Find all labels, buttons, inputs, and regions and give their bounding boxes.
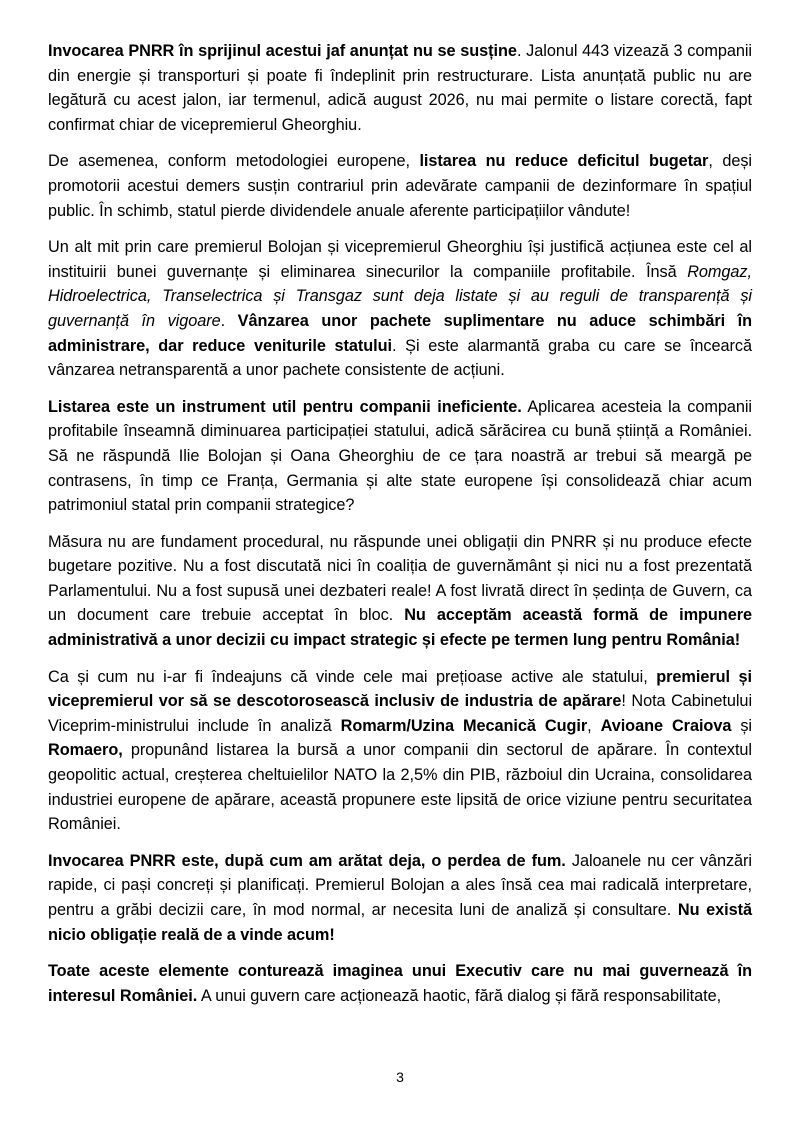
text-run: Invocarea PNRR este, după cum am arătat deja, o perdea de fum. bbox=[48, 851, 566, 870]
text-run: Un alt mit prin care premierul Bolojan și vicepremierul Gheorghiu își justifică acțiunea este cel al instituirii bunei guvernanțe și eliminarea sinecurilor la companiile profitabile. Însă bbox=[48, 238, 752, 281]
text-run: Romaero, bbox=[48, 741, 123, 760]
text-run: Ca și cum nu i-ar fi îndeajuns că vinde cele mai prețioase active ale statului, bbox=[48, 667, 657, 686]
text-run: Romgaz, Hidroelectrica, Transelectrica și Transgaz sunt deja listate și au reguli de transparență și guvernanță în vigoare bbox=[48, 262, 752, 330]
text-run: Aplicarea acesteia la companii profitabile înseamnă diminuarea participației statului, adică sărăcirea cu bună știință a României. Să ne răspundă Ilie Bolojan și Oana Gheorghiu de ce țara noastră ar trebui să meargă pe contrasens, în timp ce Franța, Germania și alte state europene își consolidează chiar acum patrimoniul statal prin companii strategice? bbox=[48, 397, 752, 515]
text-run: Jaloanele nu cer vânzări rapide, ci pași concreți și planificați. Premierul Bolojan a ales însă cea mai radicală interpretare, pentru a grăbi decizii care, în mod normal, ar necesita luni de analiză și consultare. bbox=[48, 851, 752, 919]
text-run: propunând listarea la bursă a unor companii din sectorul de apărare. În contextul geopolitic actual, creșterea cheltuielilor NATO la 2,5% din PIB, războiul din Ucraina, consolidarea industriei europene de apărare, această propunere este lipsită de orice viziune pentru securitatea României. bbox=[48, 741, 752, 834]
text-run: premierul și vicepremierul vor să se descotorosească inclusiv de industria de apărare bbox=[48, 667, 753, 711]
text-run: și bbox=[731, 716, 752, 735]
text-run: Listarea este un instrument util pentru companii ineficiente. bbox=[48, 397, 522, 416]
paragraph-p8 bbox=[48, 959, 752, 1008]
paragraph-p1 bbox=[48, 39, 752, 137]
paragraph-p7 bbox=[48, 849, 752, 947]
text-run: Toate aceste elemente conturează imaginea unui Executiv care nu mai guvernează în interesul României. bbox=[48, 962, 752, 1005]
paragraph-p3 bbox=[48, 235, 752, 383]
text-run: Nu există nicio obligație reală de a vinde acum! bbox=[48, 901, 752, 944]
text-run: . Jalonul 443 vizează 3 companii din energie și transporturi și poate fi îndeplinit prin restructurare. Lista anunțată public nu are legătură cu acest jalon, iar termenul, adică august 2026, nu mai permite o listare corectă, fapt confirmat chiar de vicepremierul Gheorghiu. bbox=[48, 42, 752, 134]
text-run: Avioane Craiova bbox=[600, 716, 732, 735]
text-run: Invocarea PNRR în sprijinul acestui jaf anunțat nu se susține bbox=[48, 42, 517, 60]
paragraph-p2 bbox=[48, 149, 752, 223]
page-number: 3 bbox=[396, 1069, 404, 1085]
text-run: Nu acceptăm această formă de impunere administrativă a unor decizii cu impact strategic și efecte pe termen lung pentru România! bbox=[48, 606, 752, 650]
text-run: ! Nota Cabinetului Viceprim-ministrului include în analiză bbox=[48, 692, 753, 735]
text-run: De asemenea, conform metodologiei europene, bbox=[48, 152, 420, 171]
paragraph-p4 bbox=[48, 395, 752, 518]
document-body bbox=[48, 39, 752, 1020]
text-run: . bbox=[220, 311, 238, 330]
text-run: Vânzarea unor pachete suplimentare nu aduce schimbări în administrare, dar reduce veniturile statului bbox=[48, 311, 753, 355]
text-run: Romarm/Uzina Mecanică Cugir bbox=[340, 716, 588, 735]
text-run: , bbox=[587, 716, 601, 735]
text-run: A unui guvern care acționează haotic, fără dialog și fără responsabilitate, bbox=[197, 986, 722, 1005]
text-run: . Și este alarmantă graba cu care se încearcă vânzarea netransparentă a unor pachete consistente de acțiuni. bbox=[48, 336, 752, 380]
text-run: , deși promotorii acestui demers susțin contrariul prin adevărate campanii de dezinformare în spațiul public. În schimb, statul pierde dividendele anuale aferente participațiilor vândute! bbox=[48, 152, 752, 220]
paragraph-p5 bbox=[48, 530, 752, 653]
paragraph-p6 bbox=[48, 665, 752, 837]
text-run: Măsura nu are fundament procedural, nu răspunde unei obligații din PNRR și nu produce efecte bugetare pozitive. Nu a fost discutată nici în coaliția de guvernământ și nici nu a fost prezentată Parlamentului. Nu a fost supusă unei dezbateri reale! A fost livrată direct în ședința de Guvern, ca un document care trebuie acceptat în bloc. bbox=[48, 532, 752, 625]
text-run: listarea nu reduce deficitul bugetar bbox=[419, 152, 709, 171]
